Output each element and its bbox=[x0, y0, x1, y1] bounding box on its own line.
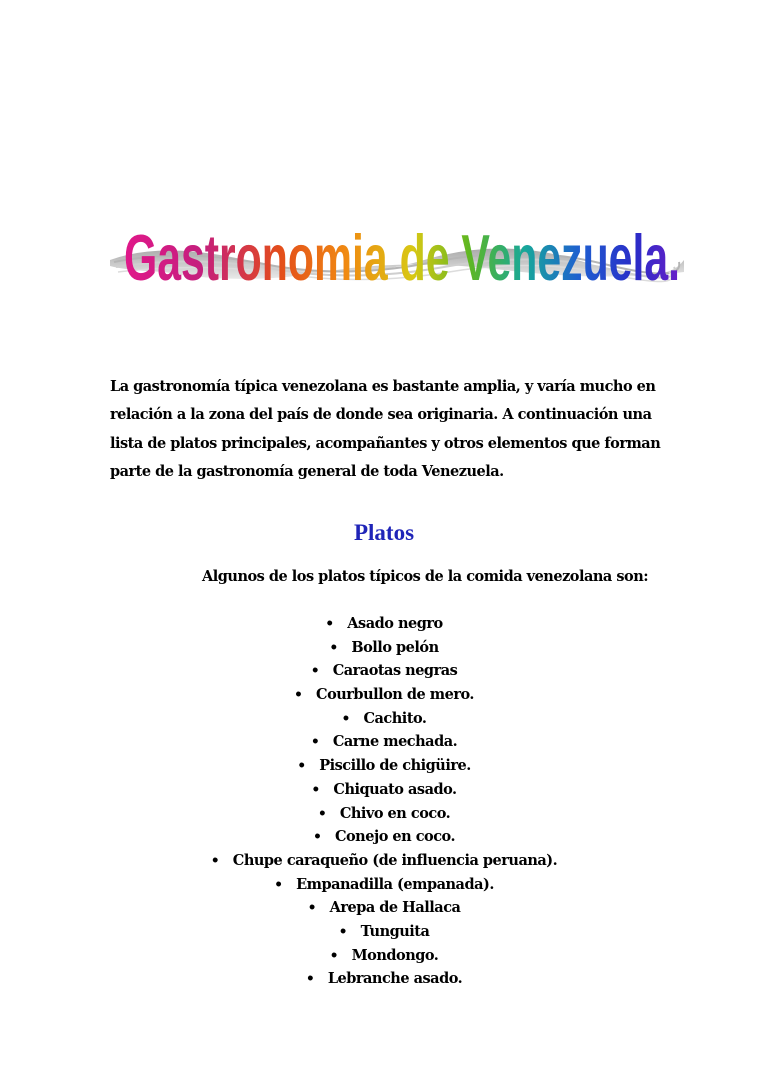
list-item bbox=[0, 659, 768, 683]
list-item bbox=[0, 873, 768, 897]
bullet-icon: • bbox=[294, 687, 303, 704]
list-item bbox=[0, 920, 768, 944]
section-heading-platos: Platos bbox=[353, 520, 415, 545]
bullet-icon: • bbox=[338, 923, 348, 940]
list-item-label: Asado negro bbox=[347, 615, 443, 632]
list-item bbox=[0, 849, 768, 873]
list-item-label: Carne mechada. bbox=[332, 733, 458, 751]
list-item-label: Lebranche asado. bbox=[327, 970, 463, 988]
list-item-label: Bollo pelón bbox=[351, 638, 439, 656]
bullet-icon: • bbox=[341, 710, 350, 727]
bullet-icon: • bbox=[297, 758, 306, 775]
bullet-icon: • bbox=[310, 734, 320, 751]
bullet-icon: • bbox=[329, 947, 339, 964]
list-item-label: Arepa de Hallaca bbox=[329, 899, 461, 917]
bullet-icon: • bbox=[325, 616, 334, 632]
list-item bbox=[0, 802, 768, 826]
list-item bbox=[0, 612, 768, 636]
list-item-label: Cachito. bbox=[363, 709, 427, 727]
bullet-icon: • bbox=[307, 900, 317, 917]
list-item bbox=[0, 636, 768, 660]
bullet-icon: • bbox=[312, 829, 322, 846]
list-item bbox=[0, 778, 768, 802]
list-item bbox=[0, 967, 768, 991]
list-item-label: Chivo en coco. bbox=[339, 804, 451, 822]
bullet-icon: • bbox=[310, 663, 320, 680]
list-item bbox=[0, 683, 768, 707]
intro-paragraph: La gastronomía típica venezolana es bastante amplia, y varía mucho en relación a la zona del país de donde sea originaria. A continuación una lista de platos principales, acompañantes y otros elementos que forman parte de la gastronomía general de toda Venezuela. bbox=[110, 377, 661, 480]
list-item-label: Caraotas negras bbox=[332, 662, 458, 680]
bullet-icon: • bbox=[274, 876, 283, 893]
list-item bbox=[0, 896, 768, 920]
bullet-icon: • bbox=[210, 852, 220, 869]
list-item-label: Mondongo. bbox=[351, 946, 439, 964]
list-item bbox=[0, 707, 768, 731]
dish-list bbox=[0, 612, 768, 991]
bullet-icon: • bbox=[311, 781, 320, 798]
wordart-title bbox=[104, 200, 704, 310]
list-intro: Algunos de los platos típicos de la comida venezolana son: bbox=[202, 568, 649, 585]
list-item-label: Piscillo de chigüire. bbox=[319, 757, 471, 775]
list-item-label: Tunguita bbox=[360, 922, 430, 940]
list-item-label: Conejo en coco. bbox=[334, 828, 456, 846]
list-item-label: Courbullon de mero. bbox=[316, 686, 474, 704]
bullet-icon: • bbox=[305, 971, 315, 988]
list-item-label: Chupe caraqueño (de influencia peruana). bbox=[232, 851, 558, 869]
title-text: Gastronomia de Venezuela. bbox=[124, 221, 680, 295]
list-item-label: Empanadilla (empanada). bbox=[296, 875, 494, 893]
bullet-icon: • bbox=[317, 805, 327, 822]
wordart-title-graphic bbox=[104, 200, 704, 310]
bullet-icon: • bbox=[329, 639, 338, 656]
list-item bbox=[0, 825, 768, 849]
list-item bbox=[0, 754, 768, 778]
list-item-label: Chiquato asado. bbox=[333, 780, 457, 798]
list-item bbox=[0, 730, 768, 754]
list-item bbox=[0, 944, 768, 968]
